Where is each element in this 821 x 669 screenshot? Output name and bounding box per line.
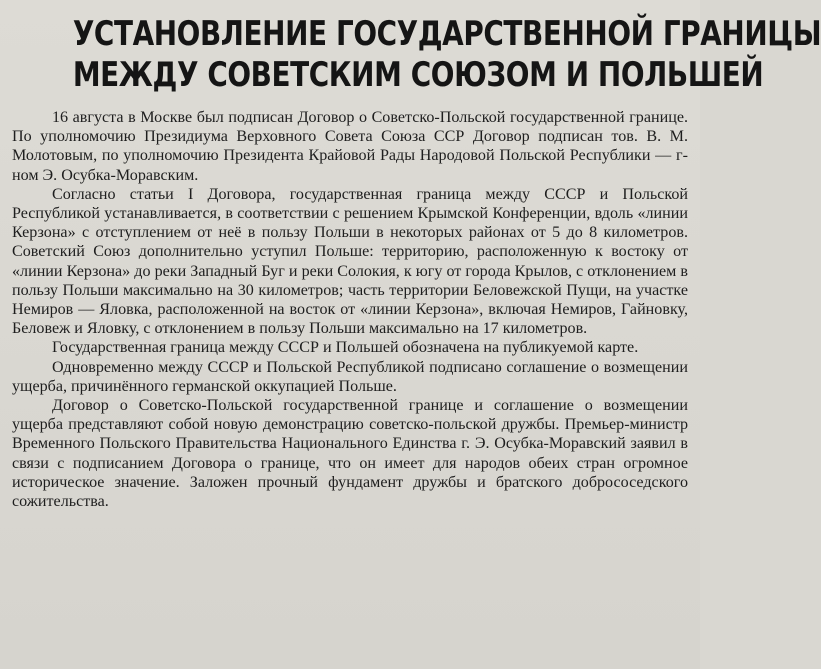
paragraph-damages: Одновременно между СССР и Польской Республикой подписано соглашение о возмещении ущерба, причинённого германской оккупацией Польше. <box>12 358 688 395</box>
paragraph-friendship: Договор о Советско-Польской государственной границе и соглашение о возмещении ущерба представляют собой новую демонстрацию советско-польской дружбы. Премьер-министр Временного Польского Правительства Национального Единства г. Э. Осубка-Моравский заявил в связи с подписанием Договора о границе, что он имеет для народов обеих стран огромное историческое значение. Заложен прочный фундамент дружбы и братского добрососедского сожительства. <box>12 397 688 511</box>
headline-line-2: МЕЖДУ СОВЕТСКИМ СОЮЗОМ И ПОЛЬШЕЙ <box>72 55 764 95</box>
paragraph-article-one: Согласно статьи I Договора, государственная граница между СССР и Польской Республикой устанавливается, в соответствии с решением Крымской Конференции, вдоль «линии Керзона» с отступлением от неё в пользу Польши в некоторых районах от 5 до 8 километров. Советский Союз дополнительно уступил Польше: территорию, расположенную к востоку от «линии Керзона» до реки Западный Буг и реки Солокия, к югу от города Крылов, с отклонением в пользу Польши максимально на 30 километров; часть территории Беловежской Пущи, на участке Немиров — Яловка, расположенной на восток от «линии Керзона», включая Немиров, Гайновку, Беловеж и Яловку, с отклонением в пользу Польши максимально на 17 километров. <box>12 185 688 338</box>
paragraph-signing: 16 августа в Москве был подписан Договор о Советско-Польской государственной границе. По уполномочию Президиума Верховного Совета Союза ССР Договор подписан тов. В. М. Молотовым, по уполномочию Президента Крайовой Рады Народовой Польской Республики — г-ном Э. Осубка-Моравским. <box>12 109 688 184</box>
article-body <box>12 108 688 511</box>
paragraph-map: Государственная граница между СССР и Польшей обозначена на публикуемой карте. <box>52 339 639 357</box>
headline <box>72 14 821 96</box>
headline-line-1: УСТАНОВЛЕНИЕ ГОСУДАРСТВЕННОЙ ГРАНИЦЫ <box>72 14 821 54</box>
